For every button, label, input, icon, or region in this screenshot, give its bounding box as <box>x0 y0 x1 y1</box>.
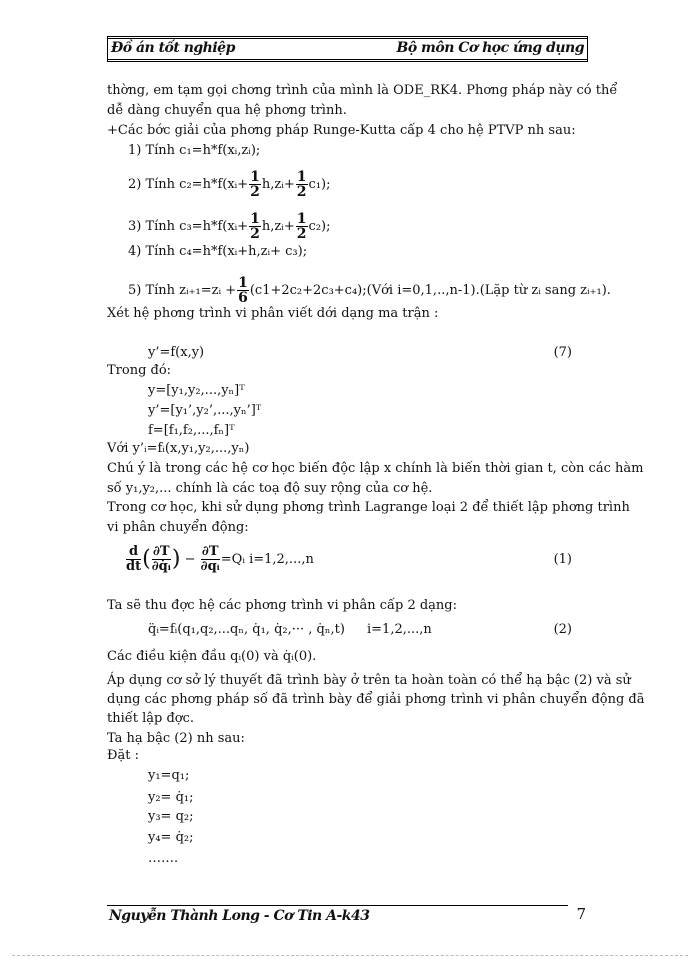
paragraph-line: +Các bớc giải của phơng pháp Runge-Kutta cấp 4 cho hệ PTVP nh sau: <box>107 123 576 138</box>
paragraph-line: vi phân chuyển động: <box>107 520 249 535</box>
page-number: 7 <box>576 905 586 923</box>
paragraph-line: Xét hệ phơng trình vi phân viết dới dạng ma trận : <box>107 306 439 321</box>
paragraph-line: Áp dụng cơ sở lý thuyết đã trình bày ở trên ta hoàn toàn có thể hạ bậc (2) và sử <box>107 673 631 688</box>
substitution: ……. <box>148 851 179 866</box>
paragraph-line: số y₁,y₂,... chính là các toạ độ suy rộng của cơ hệ. <box>107 481 433 496</box>
fraction-half: $\frac{1}{2}$ <box>250 169 260 200</box>
paragraph-line: Ta sẽ thu đợc hệ các phơng trình vi phân cấp 2 dạng: <box>107 598 458 613</box>
paragraph-line: dễ dàng chuyển qua hệ phơng trình. <box>107 103 347 118</box>
paragraph-line: Trong đó: <box>107 363 172 378</box>
paragraph-line: thờng, em tạm gọi chơng trình của mình là ODE_RK4. Phơng pháp này có thể <box>107 83 618 98</box>
step-1: 1) Tính c₁=h*f(xᵢ,zᵢ); <box>128 143 261 158</box>
equation-2-range: i=1,2,...,n <box>367 622 432 637</box>
step-5: 5) Tính zᵢ₊₁=zᵢ + $\frac{1}{6}$ (c1+2c₂+2c₃+c₄);(Với i=0,1,..,n-1).(Lặp từ zᵢ sang zᵢ₊₁). <box>128 275 611 306</box>
def-yprime: y’=[y₁’,y₂’,...,yₙ’]ᵀ <box>148 403 262 418</box>
paragraph-line: Trong cơ học, khi sử dụng phơng trình Lagrange loại 2 để thiết lập phơng trình <box>107 500 630 515</box>
footer-author: Nguyễn Thành Long - Cơ Tin A-k43 <box>109 908 370 924</box>
equation-1: $\frac{d}{dt}$ ( $\frac{\partial T}{\text{∂q̇ᵢ}}$ ) − $\frac{\partial T}{\text{∂qᵢ}}$ =Qᵢ i=1,2,...,n <box>126 544 314 574</box>
paragraph-line: Với y’ᵢ=fᵢ(x,y₁,y₂,...,yₙ) <box>107 441 250 456</box>
step-2: 2) Tính c₂=h*f(xᵢ+ $\frac{1}{2}$ h,zᵢ+ $\frac{1}{2}$ c₁); <box>128 169 331 200</box>
fraction-half: $\frac{1}{2}$ <box>296 169 307 200</box>
page-break-divider <box>12 955 688 956</box>
def-y: y=[y₁,y₂,...,yₙ]ᵀ <box>148 383 245 398</box>
fraction-half: $\frac{1}{2}$ <box>296 211 307 242</box>
step-3: 3) Tính c₃=h*f(xᵢ+ $\frac{1}{2}$ h,zᵢ+ $\frac{1}{2}$ c₂); <box>128 211 331 242</box>
def-f: f=[f₁,f₂,...,fₙ]ᵀ <box>148 423 235 438</box>
header-left-title: Đồ án tốt nghiệp <box>111 40 235 56</box>
equation-7: y’=f(x,y) <box>148 345 205 360</box>
paragraph-line: thiết lập đợc. <box>107 711 195 726</box>
substitution: y₂= q̇₁; <box>148 790 194 805</box>
fraction-half: $\frac{1}{2}$ <box>250 211 260 242</box>
substitution: y₃= q₂; <box>148 809 194 824</box>
paragraph-line: Đặt : <box>107 748 139 763</box>
paragraph-line: dụng các phơng pháp số đã trình bày để giải phơng trình vi phân chuyển động đã <box>107 692 645 707</box>
equation-2: q̈ᵢ=fᵢ(q₁,q₂,...qₙ, q̇₁, q̇₂,··· , q̇ₙ,t) <box>148 622 345 637</box>
fraction-sixth: $\frac{1}{6}$ <box>238 275 248 306</box>
step-4: 4) Tính c₄=h*f(xᵢ+h,zᵢ+ c₃); <box>128 244 308 259</box>
page-footer <box>107 905 588 927</box>
equation-number: (2) <box>553 622 572 637</box>
equation-number: (1) <box>553 552 572 567</box>
paragraph-line: Ta hạ bậc (2) nh sau: <box>107 731 245 746</box>
substitution: y₄= q̇₂; <box>148 830 194 845</box>
substitution: y₁=q₁; <box>148 768 190 783</box>
paragraph-line: Các điều kiện đầu qᵢ(0) và q̇ᵢ(0). <box>107 649 317 664</box>
paragraph-line: Chú ý là trong các hệ cơ học biến độc lập x chính là biến thời gian t, còn các hàm <box>107 461 644 476</box>
page-header <box>107 36 588 62</box>
header-right-title: Bộ môn Cơ học ứng dụng <box>396 40 584 56</box>
equation-number: (7) <box>553 345 572 360</box>
